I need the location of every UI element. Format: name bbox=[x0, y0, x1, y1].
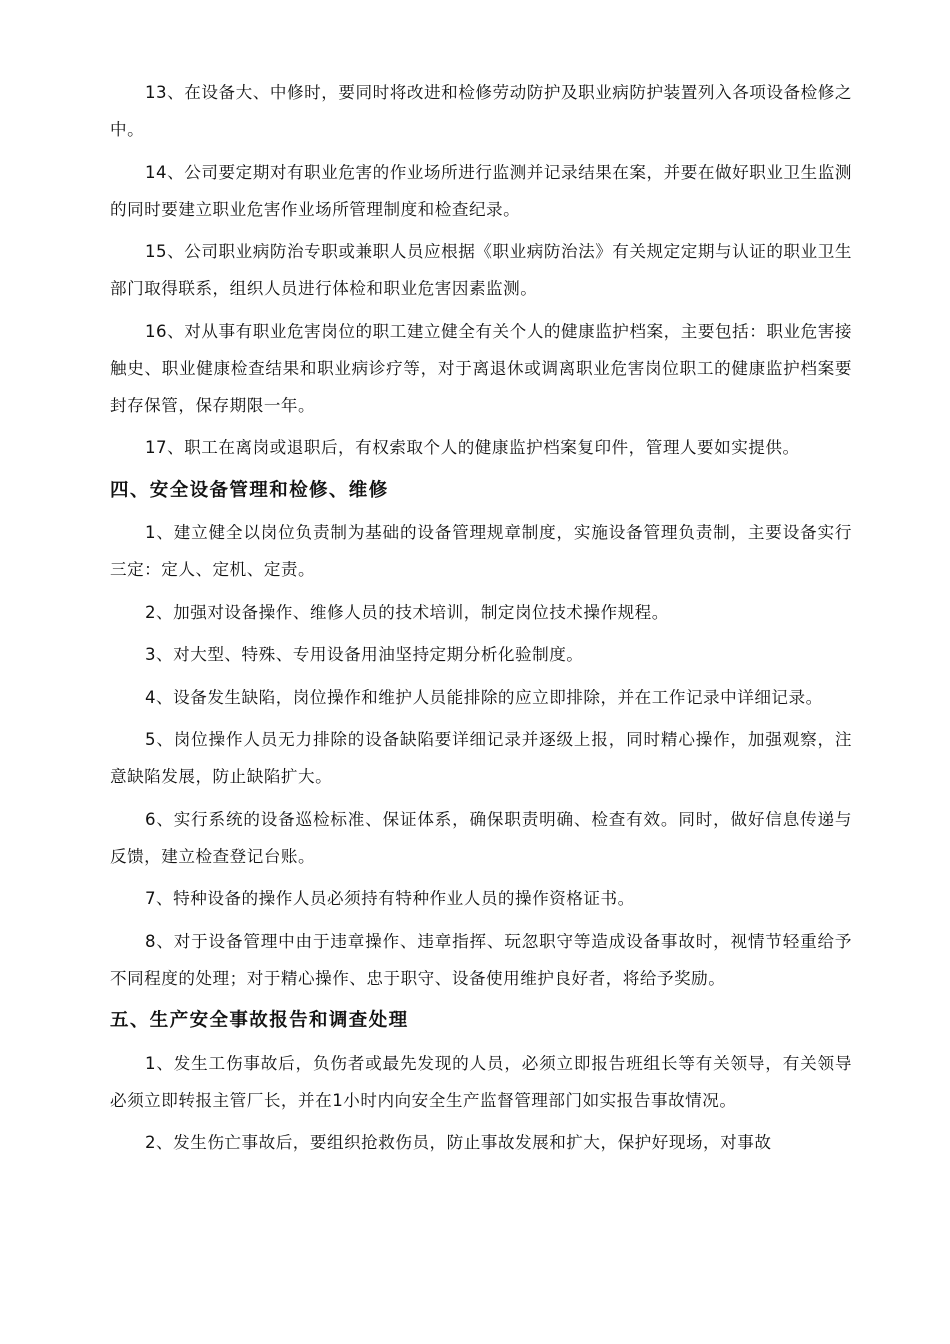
paragraph-s4-item-2: 2、加强对设备操作、维修人员的技术培训，制定岗位技术操作规程。 bbox=[145, 602, 669, 622]
paragraph-item-14: 14、公司要定期对有职业危害的作业场所进行监测并记录结果在案，并要在做好职业卫生监测的同时要建立职业危害作业场所管理制度和检查纪录。 bbox=[110, 162, 852, 219]
paragraph-item-15: 15、公司职业病防治专职或兼职人员应根据《职业病防治法》有关规定定期与认证的职业卫生部门取得联系，组织人员进行体检和职业危害因素监测。 bbox=[110, 242, 852, 298]
section-heading-4: 四、安全设备管理和检修、维修 bbox=[110, 479, 389, 501]
paragraph-s4-item-6: 6、实行系统的设备巡检标准、保证体系，确保职责明确、检查有效。同时，做好信息传递与反馈，建立检查登记台账。 bbox=[110, 809, 852, 866]
paragraph-s5-item-2: 2、发生伤亡事故后，要组织抢救伤员，防止事故发展和扩大，保护好现场，对事故 bbox=[145, 1133, 772, 1152]
paragraph-s4-item-7: 7、特种设备的操作人员必须持有特种作业人员的操作资格证书。 bbox=[145, 889, 635, 908]
paragraph-s4-item-5: 5、岗位操作人员无力排除的设备缺陷要详细记录并逐级上报，同时精心操作，加强观察，注意缺陷发展，防止缺陷扩大。 bbox=[110, 730, 852, 786]
paragraph-item-17: 17、职工在离岗或退职后，有权索取个人的健康监护档案复印件，管理人要如实提供。 bbox=[145, 438, 800, 457]
paragraph-item-13: 13、在设备大、中修时，要同时将改进和检修劳动防护及职业病防护装置列入各项设备检修之中。 bbox=[110, 83, 852, 139]
paragraph-s4-item-1: 1、建立健全以岗位负责制为基础的设备管理规章制度，实施设备管理负责制，主要设备实行三定：定人、定机、定责。 bbox=[110, 523, 852, 579]
paragraph-s4-item-3: 3、对大型、特殊、专用设备用油坚持定期分析化验制度。 bbox=[145, 645, 584, 664]
paragraph-s4-item-8: 8、对于设备管理中由于违章操作、违章指挥、玩忽职守等造成设备事故时，视情节轻重给予不同程度的处理；对于精心操作、忠于职守、设备使用维护良好者，将给予奖励。 bbox=[110, 931, 852, 988]
section-heading-5: 五、生产安全事故报告和调查处理 bbox=[110, 1010, 409, 1031]
paragraph-item-16: 16、对从事有职业危害岗位的职工建立健全有关个人的健康监护档案，主要包括：职业危害接触史、职业健康检查结果和职业病诊疗等，对于离退休或调离职业危害岗位职工的健康监护档案要封存保管，保存期限一年。 bbox=[110, 321, 852, 415]
paragraph-s4-item-4: 4、设备发生缺陷，岗位操作和维护人员能排除的应立即排除，并在工作记录中详细记录。 bbox=[145, 687, 823, 707]
paragraph-s5-item-1: 1、发生工伤事故后，负伤者或最先发现的人员，必须立即报告班组长等有关领导，有关领导必须立即转报主管厂长，并在1小时内向安全生产监督管理部门如实报告事故情况。 bbox=[110, 1053, 852, 1110]
document-page bbox=[110, 74, 852, 1167]
